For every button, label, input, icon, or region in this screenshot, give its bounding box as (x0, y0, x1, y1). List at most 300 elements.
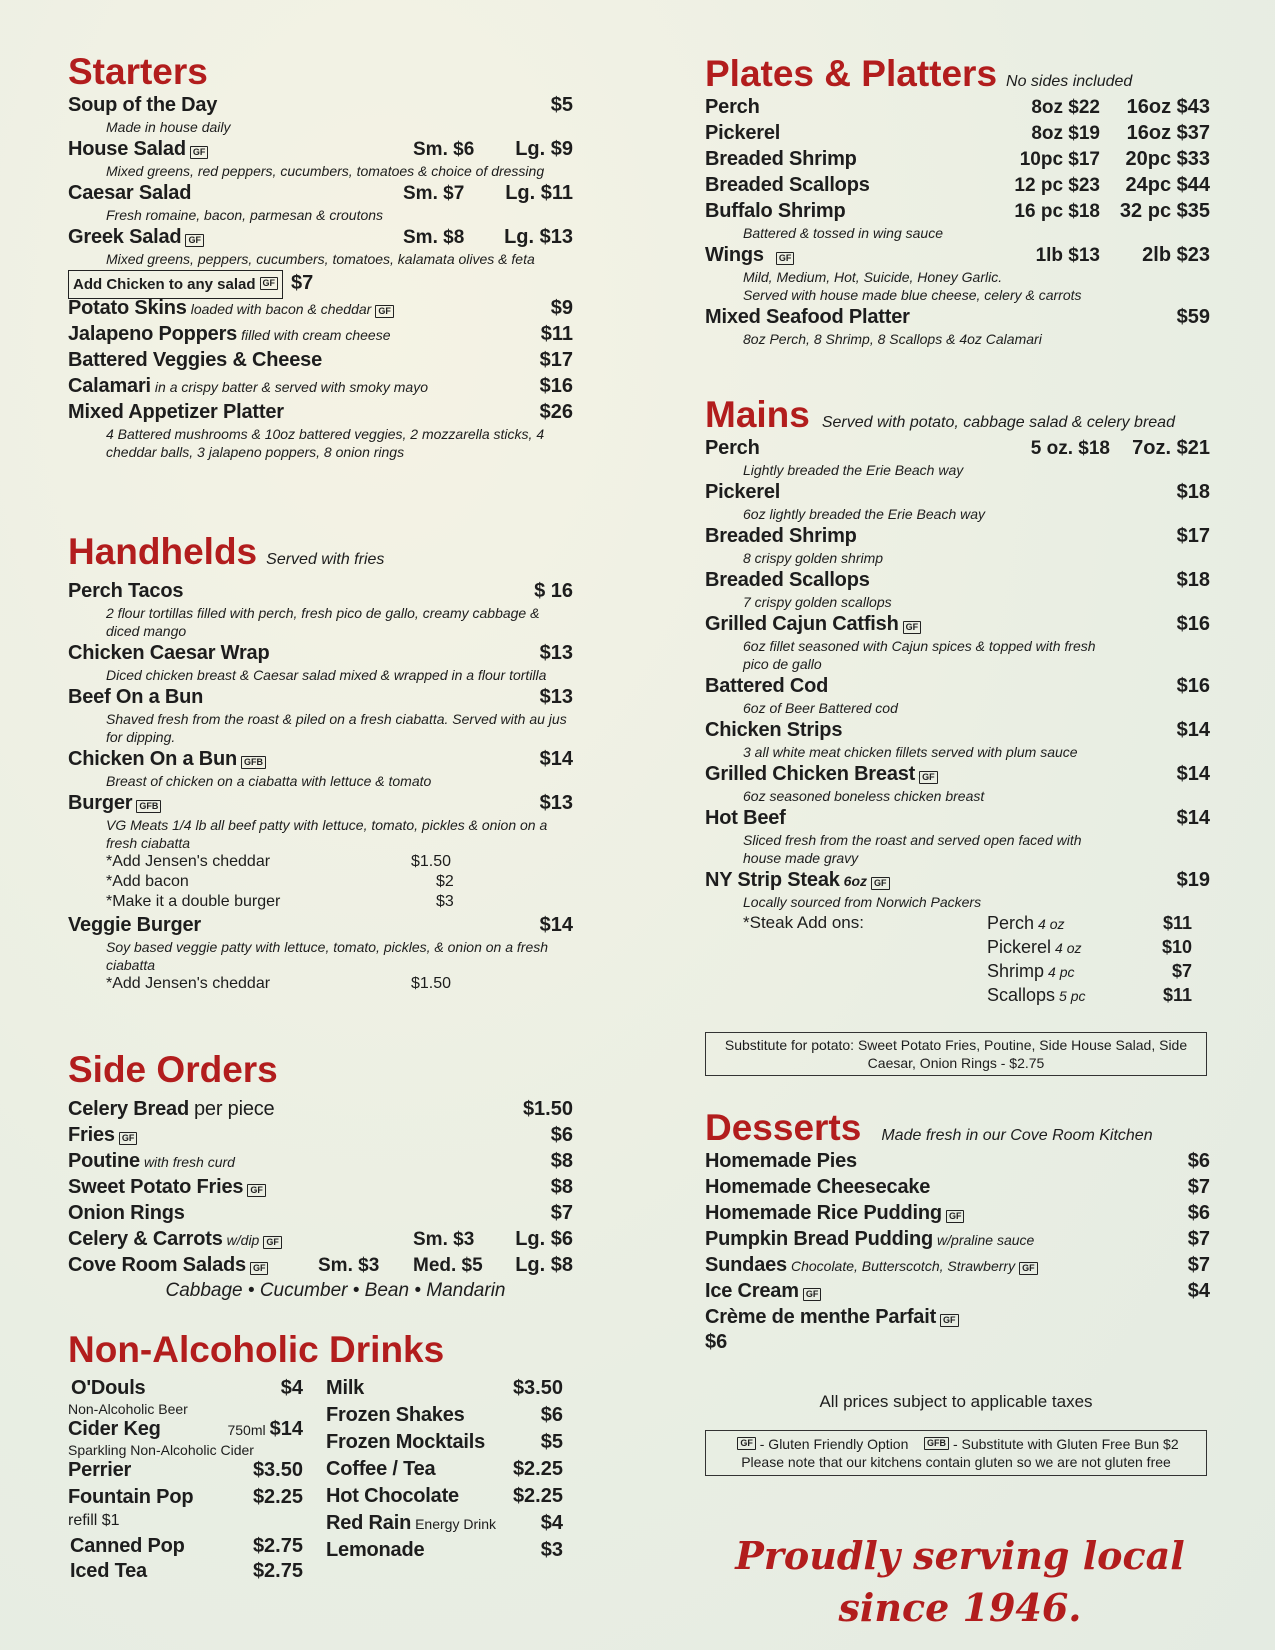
item-small-price: 16 pc $18 (1014, 201, 1100, 222)
addon-price: $10 (1161, 937, 1192, 957)
drinks-grid (68, 1376, 573, 1616)
item-small-price: Sm. $8 (403, 227, 465, 248)
item-name: Homemade Rice Pudding (705, 1202, 942, 1224)
section-title: Desserts (705, 1107, 862, 1148)
item-price: $6 (550, 1124, 573, 1146)
add-chicken-label: Add Chicken to any salad (73, 276, 256, 293)
item-small-price: 1lb $13 (1035, 245, 1100, 266)
item-name: Mixed Appetizer Platter (68, 401, 284, 423)
tagline (725, 1530, 1195, 1634)
menu-item (68, 181, 573, 224)
menu-item (68, 296, 573, 321)
handhelds-section (68, 532, 573, 994)
item-large-price: 16oz $37 (1126, 122, 1210, 144)
item-name: Beef On a Bun (68, 686, 204, 708)
item-price: $19 (1176, 869, 1210, 891)
item-name: Buffalo Shrimp (705, 200, 846, 222)
item-desc: Non-Alcoholic Beer (68, 1401, 188, 1417)
item-price: $11 (540, 323, 573, 345)
gf-badge-icon: GF (803, 1288, 822, 1301)
item-large-price: Lg. $9 (515, 138, 573, 160)
item-inline-note: w/dip (226, 1232, 260, 1248)
item-large-price: 20pc $33 (1125, 148, 1210, 170)
item-price: $6 (705, 1331, 728, 1353)
item-desc: 6oz seasoned boneless chicken breast (743, 788, 985, 804)
menu-item (705, 436, 1210, 479)
item-price: $8 (550, 1150, 573, 1172)
item-name: Milk (326, 1377, 365, 1399)
addon-price: $7 (1171, 961, 1192, 981)
gf-badge-icon: GF (940, 1314, 959, 1327)
item-name: Perch (705, 437, 760, 459)
item-desc: 3 all white meat chicken fillets served with plum sauce (743, 744, 1078, 760)
addon-price: $3 (436, 893, 454, 910)
taxes-note: All prices subject to applicable taxes (819, 1392, 1093, 1411)
item-desc: Battered & tossed in wing sauce (743, 225, 944, 241)
item-name: Homemade Pies (705, 1150, 857, 1172)
addon-label: *Add bacon (106, 873, 189, 890)
section-note: No sides included (1006, 73, 1133, 90)
item-desc: 4 Battered mushrooms & 10oz battered veggies, 2 mozzarella sticks, 4 cheddar balls, 3 jalapeno poppers, 8 onion rings (106, 426, 545, 460)
item-inline-note: with fresh curd (143, 1154, 235, 1170)
menu-item (705, 1305, 1210, 1355)
item-price: $14 (1176, 807, 1210, 829)
item-desc: Shaved fresh from the roast & piled on a fresh ciabatta. Served with au jus for dipping. (106, 711, 567, 745)
item-medium-price: Med. $5 (413, 1255, 483, 1276)
item-price: $13 (539, 792, 573, 814)
item-desc: Fresh romaine, bacon, parmesan & croutons (106, 207, 384, 223)
item-name: Sweet Potato Fries (68, 1176, 244, 1198)
item-desc: 6oz fillet seasoned with Cajun spices & topped with fresh pico de gallo (743, 638, 1096, 672)
cove-salad-types: Cabbage • Cucumber • Bean • Mandarin (165, 1280, 506, 1301)
addon-label: *Add Jensen's cheddar (106, 853, 271, 870)
steak-addon (987, 935, 1192, 959)
addon-name: Shrimp (987, 961, 1045, 981)
menu-item (68, 1149, 573, 1174)
menu-item (705, 173, 1210, 198)
gf-badge-icon: GF (119, 1132, 138, 1145)
item-name: Breaded Scallops (705, 174, 870, 196)
item-name: Cider Keg (68, 1418, 161, 1440)
item-price: $26 (539, 401, 573, 423)
item-large-price: 24pc $44 (1125, 174, 1210, 196)
item-name: Pumpkin Bread Pudding (705, 1228, 934, 1250)
item-price: $1.50 (522, 1098, 573, 1120)
item-desc: 6oz lightly breaded the Erie Beach way (743, 506, 986, 522)
drinks-section (68, 1330, 573, 1616)
item-name: Poutine (68, 1150, 140, 1172)
item-name: Coffee / Tea (326, 1458, 436, 1480)
section-note: Served with potato, cabbage salad & celery bread (821, 414, 1175, 431)
item-large-price: 2lb $23 (1142, 244, 1210, 266)
item-price: $4 (280, 1377, 303, 1399)
menu-item (68, 348, 573, 373)
item-desc: Locally sourced from Norwich Packers (743, 894, 982, 910)
item-large-price: Lg. $13 (504, 226, 573, 248)
menu-item (705, 1149, 1210, 1174)
gfb-badge-icon: GFB (136, 800, 161, 813)
addon-size: 4 oz (1055, 940, 1082, 956)
addon-label: *Add Jensen's cheddar (106, 975, 271, 992)
item-name: Celery & Carrots (68, 1228, 223, 1250)
menu-item (68, 322, 573, 347)
item-desc: 7 crispy golden scallops (743, 594, 892, 610)
item-price: $13 (539, 686, 573, 708)
item-name: Crème de menthe Parfait (705, 1306, 937, 1328)
steak-addons (705, 911, 1210, 1007)
gf-badge-icon: GF (260, 277, 279, 290)
item-price: $16 (539, 375, 573, 397)
section-title: Mains (705, 394, 810, 435)
item-desc: Diced chicken breast & Caesar salad mixed & wrapped in a flour tortilla (106, 667, 547, 683)
item-small-price: 10pc $17 (1019, 149, 1100, 170)
item-small-price: Sm. $7 (403, 183, 465, 204)
item-desc: Mixed greens, red peppers, cucumbers, tomatoes & choice of dressing (106, 163, 545, 179)
item-name: Celery Bread (68, 1098, 189, 1120)
item-price: $4 (1187, 1280, 1210, 1302)
item-price: $3.50 (512, 1377, 563, 1399)
gf-badge-icon: GF (375, 305, 394, 318)
item-large-price: 7oz. $21 (1132, 437, 1210, 459)
item-price: $2.25 (512, 1485, 563, 1507)
addon-price: $11 (1162, 985, 1192, 1005)
item-name: Chicken Strips (705, 719, 843, 741)
item-name: Canned Pop (70, 1535, 185, 1557)
steak-addons-label: *Steak Add ons: (743, 913, 864, 932)
item-price: $3.50 (252, 1459, 303, 1481)
item-price: $6 (1187, 1150, 1210, 1172)
item-name: Greek Salad (68, 226, 182, 248)
item-large-price: Lg. $11 (505, 182, 573, 204)
addon-name: Scallops (987, 985, 1056, 1005)
item-size: 750ml (227, 1422, 266, 1438)
item-price: $14 (539, 914, 573, 936)
menu-item (68, 374, 573, 399)
gf-badge-icon: GF (1019, 1262, 1038, 1275)
item-price: $7 (550, 1202, 573, 1224)
item-small-price: Sm. $6 (413, 139, 475, 160)
gf-badge-icon: GF (190, 146, 209, 159)
item-name: Wings (705, 244, 764, 266)
add-chicken-row (68, 270, 573, 295)
item-inline-note: filled with cream cheese (241, 327, 391, 343)
item-name: Ice Cream (705, 1280, 799, 1302)
menu-item (705, 1175, 1210, 1200)
menu-item (705, 568, 1210, 611)
item-desc: VG Meats 1/4 lb all beef patty with lettuce, tomato, pickles & onion on a fresh ciabatta (106, 817, 548, 851)
menu-item (705, 718, 1210, 761)
item-large-price: Lg. $8 (515, 1254, 573, 1276)
item-inline-note: loaded with bacon & cheddar (190, 301, 372, 317)
addon-name: Pickerel (987, 937, 1052, 957)
item-desc: Mixed greens, peppers, cucumbers, tomatoes, kalamata olives & feta (106, 251, 535, 267)
item-name: Soup of the Day (68, 94, 218, 116)
item-small-price: 8oz $22 (1031, 97, 1100, 118)
item-name: Burger (68, 792, 133, 814)
item-large-price: Lg. $6 (515, 1228, 573, 1250)
item-inline-note: w/praline sauce (937, 1232, 1035, 1248)
legend-gf-text: - Gluten Friendly Option (759, 1436, 909, 1452)
gf-badge-icon: GF (946, 1210, 965, 1223)
item-name: Fries (68, 1124, 115, 1146)
burger-addon (106, 872, 573, 892)
legend-note: Please note that our kitchens contain gluten so we are not gluten free (741, 1454, 1171, 1470)
item-price: $16 (1176, 613, 1210, 635)
steak-addon (987, 983, 1192, 1007)
starters-section (68, 52, 573, 461)
menu-item (705, 1253, 1210, 1278)
desserts-section (705, 1108, 1210, 1355)
legend-gfb-text: - Substitute with Gluten Free Bun $2 (952, 1436, 1179, 1452)
item-name: Chicken On a Bun (68, 748, 238, 770)
item-desc: 2 flour tortillas filled with perch, fresh pico de gallo, creamy cabbage & diced mango (106, 605, 540, 639)
item-name: Onion Rings (68, 1202, 185, 1224)
item-price: $16 (1176, 675, 1210, 697)
menu-item (68, 225, 573, 268)
addon-price: $11 (1162, 913, 1192, 933)
veggie-addon (106, 974, 573, 994)
item-desc: 8oz Perch, 8 Shrimp, 8 Scallops & 4oz Calamari (743, 331, 1042, 347)
item-name: NY Strip Steak (705, 869, 840, 891)
item-name: Veggie Burger (68, 914, 201, 936)
section-note: Made fresh in our Cove Room Kitchen (881, 1127, 1153, 1144)
menu-item (705, 95, 1210, 120)
item-price: $2.75 (252, 1535, 303, 1557)
item-price: $59 (1176, 306, 1210, 328)
item-small-price: 5 oz. $18 (1030, 438, 1110, 459)
section-note: Served with fries (266, 551, 385, 568)
item-price: $17 (539, 349, 573, 371)
menu-item (68, 137, 573, 180)
item-name: Fountain Pop (68, 1486, 194, 1508)
menu-item (705, 612, 1210, 673)
item-name: Breaded Scallops (705, 569, 870, 591)
drinks-right-column (326, 1376, 563, 1565)
drinks-left-column (68, 1376, 303, 1584)
item-name: Perch (705, 96, 760, 118)
item-price: $7 (1187, 1254, 1210, 1276)
item-name: Red Rain (326, 1512, 412, 1534)
section-title: Handhelds (68, 531, 258, 572)
menu-item (68, 747, 573, 790)
steak-addons-list (987, 911, 1192, 1007)
menu-item (705, 1279, 1210, 1304)
item-price: $14 (1176, 763, 1210, 785)
item-name: Grilled Cajun Catfish (705, 613, 899, 635)
menu-item (68, 1227, 573, 1252)
item-inline-note: Energy Drink (415, 1516, 497, 1532)
item-name: Breaded Shrimp (705, 148, 857, 170)
item-price: $ 16 (534, 580, 573, 602)
item-desc: Lightly breaded the Erie Beach way (743, 462, 964, 478)
gf-badge-icon: GF (871, 877, 890, 890)
item-name: House Salad (68, 138, 186, 160)
substitute-box: Substitute for potato: Sweet Potato Fries, Poutine, Side House Salad, Side Caesar, Onion Rings - $2.75 (705, 1032, 1207, 1076)
item-price: $9 (550, 297, 573, 319)
item-inline-note: Chocolate, Butterscotch, Strawberry (790, 1258, 1016, 1274)
item-name: Jalapeno Poppers (68, 323, 238, 345)
gf-badge-icon: GF (776, 252, 795, 265)
item-name: Battered Veggies & Cheese (68, 349, 322, 371)
item-desc: 8 crispy golden shrimp (743, 550, 884, 566)
menu-item (705, 1227, 1210, 1252)
item-price: $14 (269, 1418, 303, 1440)
item-price: $2.25 (252, 1486, 303, 1508)
item-name: Cove Room Salads (68, 1254, 246, 1276)
item-small-price: Sm. $3 (318, 1255, 380, 1276)
plates-section (705, 54, 1210, 348)
menu-item (68, 1097, 573, 1122)
item-name: Iced Tea (70, 1560, 147, 1582)
item-name: Perch Tacos (68, 580, 184, 602)
menu-item (68, 641, 573, 684)
section-title: Plates & Platters (705, 53, 998, 94)
item-price: $14 (539, 748, 573, 770)
item-price: $6 (540, 1404, 563, 1426)
gf-badge-icon: GF (247, 1184, 266, 1197)
item-name: Pickerel (705, 481, 781, 503)
legend-line (712, 1435, 1200, 1453)
item-price: $8 (550, 1176, 573, 1198)
item-desc: refill $1 (68, 1512, 120, 1529)
item-large-price: 32 pc $35 (1119, 200, 1210, 222)
gf-badge-icon: GF (919, 771, 938, 784)
menu-item (705, 806, 1210, 867)
item-name: Pickerel (705, 122, 781, 144)
item-name: Potato Skins (68, 297, 187, 319)
steak-addon (987, 911, 1192, 935)
item-price: $5 (550, 94, 573, 116)
item-price: $14 (1176, 719, 1210, 741)
section-title: Non-Alcoholic Drinks (68, 1329, 445, 1370)
side-orders-section (68, 1050, 573, 1304)
item-price: $2.25 (512, 1458, 563, 1480)
addon-size: 4 pc (1048, 964, 1075, 980)
item-name: Perrier (68, 1459, 132, 1481)
section-title: Starters (68, 51, 208, 92)
item-inline-note: in a crispy batter & served with smoky mayo (154, 379, 429, 395)
mains-section (705, 395, 1210, 1007)
section-title: Side Orders (68, 1049, 278, 1090)
item-small-price: 12 pc $23 (1014, 175, 1100, 196)
gf-badge-icon: GF (185, 234, 204, 247)
gf-badge-icon: GF (737, 1437, 756, 1450)
item-desc: Made in house daily (106, 119, 231, 135)
menu-item (705, 243, 1210, 304)
gf-badge-icon: GF (263, 1236, 282, 1249)
item-price: $7 (1187, 1176, 1210, 1198)
menu-item (68, 400, 573, 461)
item-small-price: 8oz $19 (1031, 123, 1100, 144)
burger-addon (106, 852, 573, 872)
item-name: Frozen Shakes (326, 1404, 465, 1426)
item-desc: Breast of chicken on a ciabatta with lettuce & tomato (106, 773, 432, 789)
item-price: $13 (539, 642, 573, 664)
addon-size: 5 pc (1059, 988, 1086, 1004)
gf-badge-icon: GF (903, 621, 922, 634)
menu-item (705, 868, 1210, 911)
item-name: Hot Beef (705, 807, 786, 829)
item-large-price: 16oz $43 (1126, 96, 1210, 118)
burger-addon (106, 892, 573, 912)
item-desc: 6oz of Beer Battered cod (743, 700, 898, 716)
menu-item (705, 147, 1210, 172)
item-price: $18 (1176, 569, 1210, 591)
gfb-badge-icon: GFB (241, 756, 266, 769)
gf-badge-icon: GF (250, 1262, 269, 1275)
item-price: $18 (1176, 481, 1210, 503)
menu-item (705, 674, 1210, 717)
add-chicken-box (68, 270, 283, 299)
menu-item (68, 1123, 573, 1148)
steak-addon (987, 959, 1192, 983)
menu-item (705, 524, 1210, 567)
menu-item (705, 121, 1210, 146)
addon-price: $1.50 (411, 853, 452, 870)
item-desc: Sliced fresh from the roast and served open faced with house made gravy (743, 832, 1082, 866)
item-name: Homemade Cheesecake (705, 1176, 931, 1198)
item-inline-note: per piece (194, 1098, 275, 1120)
addon-label: *Make it a double burger (106, 893, 281, 910)
item-name: Mixed Seafood Platter (705, 306, 910, 328)
item-price: $7 (1187, 1228, 1210, 1250)
item-price: $6 (1187, 1202, 1210, 1224)
item-price: $17 (1176, 525, 1210, 547)
add-chicken-price: $7 (291, 272, 314, 294)
item-price: $2.75 (252, 1560, 303, 1582)
tagline-line-2: since 1946. (838, 1585, 1082, 1630)
item-price: $4 (540, 1512, 563, 1534)
item-name: O'Douls (71, 1377, 146, 1399)
menu-item (705, 305, 1210, 348)
item-name: Battered Cod (705, 675, 829, 697)
tagline-line-1: Proudly serving local (735, 1533, 1185, 1578)
item-name: Chicken Caesar Wrap (68, 642, 270, 664)
menu-item (68, 685, 573, 746)
menu-item (68, 579, 573, 640)
addon-price: $1.50 (411, 975, 452, 992)
gfb-badge-icon: GFB (924, 1437, 949, 1450)
item-name: Hot Chocolate (326, 1485, 459, 1507)
item-name: Calamari (68, 375, 151, 397)
item-desc: Soy based veggie patty with lettuce, tomato, pickles, & onion on a fresh ciabatta (106, 939, 549, 973)
menu-item (68, 791, 573, 912)
menu-item (705, 199, 1210, 242)
item-name: Breaded Shrimp (705, 525, 857, 547)
menu-item (68, 913, 573, 994)
addon-size: 4 oz (1038, 916, 1065, 932)
item-name: Lemonade (326, 1539, 425, 1561)
menu-item (705, 1201, 1210, 1226)
item-inline-note: 6oz (843, 873, 868, 889)
item-name: Frozen Mocktails (326, 1431, 486, 1453)
item-name: Caesar Salad (68, 182, 192, 204)
item-price: $5 (540, 1431, 563, 1453)
menu-item (705, 762, 1210, 805)
item-small-price: Sm. $3 (413, 1229, 475, 1250)
gluten-legend (705, 1430, 1207, 1476)
item-name: Sundaes (705, 1254, 787, 1276)
menu-item (68, 1253, 573, 1278)
item-desc: Sparkling Non-Alcoholic Cider (68, 1442, 254, 1458)
menu-item (68, 1201, 573, 1226)
item-name: Grilled Chicken Breast (705, 763, 916, 785)
menu-item (68, 93, 573, 136)
menu-item (705, 480, 1210, 523)
item-price: $3 (540, 1539, 563, 1561)
item-desc: Mild, Medium, Hot, Suicide, Honey Garlic. Served with house made blue cheese, celery & carrots (743, 269, 1082, 303)
addon-price: $2 (436, 873, 454, 890)
